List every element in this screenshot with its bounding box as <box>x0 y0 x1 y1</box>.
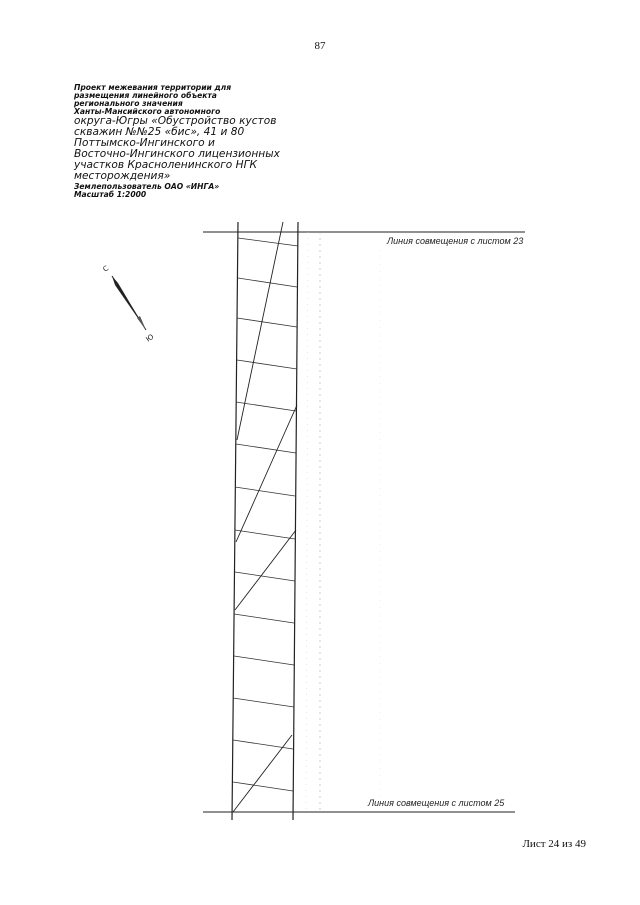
match-line-bottom-label: Линия совмещения с листом 25 <box>368 798 505 808</box>
page-number: 87 <box>314 40 326 52</box>
title-line: участков Красноленинского НГК <box>74 159 258 172</box>
corridor-hatching <box>233 238 298 791</box>
south-label: Ю <box>144 332 156 344</box>
north-label: С <box>101 264 111 274</box>
title-line: Восточно-Ингинского лицензионных <box>74 148 280 161</box>
title-line: округа-Югры «Обустройство кустов <box>74 114 277 127</box>
corridor-right-boundary <box>293 222 298 820</box>
sheet-number: Лист 24 из 49 <box>522 838 586 850</box>
match-line-top-label: Линия совмещения с листом 23 <box>387 236 524 246</box>
offset-line <box>306 232 308 812</box>
title-line: месторождения» <box>74 170 171 183</box>
title-line: скважин №№25 «бис», 41 и 80 <box>74 125 245 138</box>
north-arrow-icon <box>102 264 156 343</box>
title-line: размещения линейного объекта <box>74 90 217 100</box>
title-line: Поттымско-Ингинского и <box>74 137 215 150</box>
route-diagonals <box>233 222 297 812</box>
scale-line: Масштаб 1:2000 <box>74 189 147 199</box>
title-line: Ханты-Мансийского автономного <box>74 106 221 116</box>
title-line: регионального значения <box>74 98 183 108</box>
corridor-left-boundary <box>232 222 238 820</box>
title-line: Проект межевания территории для <box>74 83 232 92</box>
land-user-line: Землепользователь ОАО «ИНГА» <box>74 181 220 191</box>
